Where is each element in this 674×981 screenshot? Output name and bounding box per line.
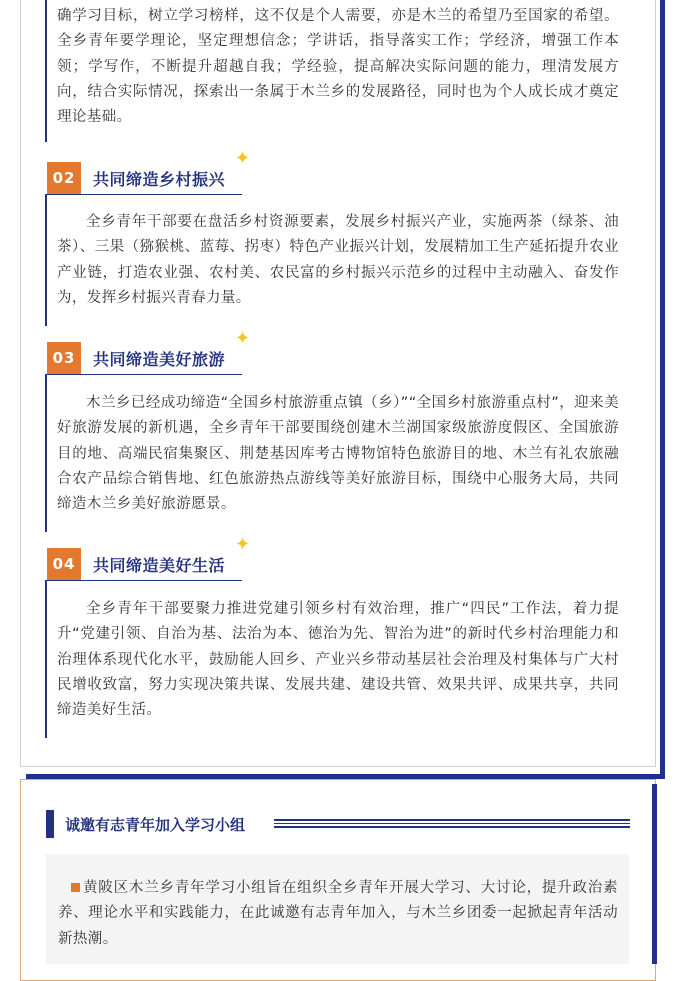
section-rule [45,0,47,142]
section-title: 共同缔造美好生活 [93,556,226,575]
invite-title: 诚邀有志青年加入学习小组 [65,816,246,834]
title-divider-lines [274,819,630,828]
section-02-paragraph: 全乡青年干部要在盘活乡村资源要素，发展乡村振兴产业，实施两茶（绿茶、油茶）、三果（猕猴桃、蓝莓、拐枣）特色产业振兴计划，发展精加工生产延拓提升农业产业链，打造农业强、农村美、农民富的乡村振兴示范乡的过程中主动融入、奋发作为，发挥乡村振兴青春力量。 [57,214,619,306]
sparkle-star-icon: ✦ [235,148,251,169]
section-03-paragraph: 木兰乡已经成功缔造“全国乡村旅游重点镇（乡）”“全国乡村旅游重点村”，迎来美好旅游发展的新机遇，全乡青年干部要围绕创建木兰湖国家级旅游度假区、全国旅游目的地、高端民宿集聚区、荆楚基因库考古博物馆特色旅游目的地、木兰有礼农旅融合农产品综合销售地、红色旅游热点游线等美好旅游目标，围绕中心服务大局，共同缔造木兰乡美好旅游愿景。 [57,395,619,513]
invite-paragraph: 黄陂区木兰乡青年学习小组旨在组织全乡青年开展大学习、大讨论，提升政治素养、理论水平和实践能力，在此诚邀有志青年加入，与木兰乡团委一起掀起青年活动新热潮。 [58,880,618,947]
title-bar-accent [46,810,54,838]
section-01-paragraph: 确学习目标，树立学习榜样，这不仅是个人需要，亦是木兰的希望乃至国家的希望。全乡青年要学理论，坚定理想信念；学讲话，指导落实工作；学经济，增强工作本领；学写作，不断提升超越自我；学经验，提高解决实际问题的能力，理清发展方向，结合实际情况，探索出一条属于木兰乡的发展路径，同时也为个人成长成才奠定理论基础。 [57,8,619,126]
section-rule [45,374,47,532]
section-title: 共同缔造美好旅游 [93,350,226,369]
section-04-header [47,534,251,581]
section-number: 03 [47,342,81,374]
section-04-paragraph: 全乡青年干部要聚力推进党建引领乡村有效治理，推广“四民”工作法，着力提升“党建引领、自治为基、法治为本、德治为先、智治为进”的新时代乡村治理能力和治理体系现代化水平，鼓励能人回乡、产业兴乡带动基层社会治理及村集体与广大村民增收致富，努力实现决策共谋、发展共建、建设共管、效果共评、成果共享，共同缔造美好生活。 [57,601,619,719]
sparkle-star-icon: ✦ [235,534,251,555]
section-03-header [47,328,251,375]
sparkle-star-icon: ✦ [235,328,251,349]
section-number: 04 [47,548,81,580]
card-shadow [652,784,657,964]
section-number: 02 [47,162,81,194]
section-title: 共同缔造乡村振兴 [93,170,226,189]
section-rule [45,194,47,326]
section-rule [45,580,47,738]
section-02-header [47,148,251,195]
